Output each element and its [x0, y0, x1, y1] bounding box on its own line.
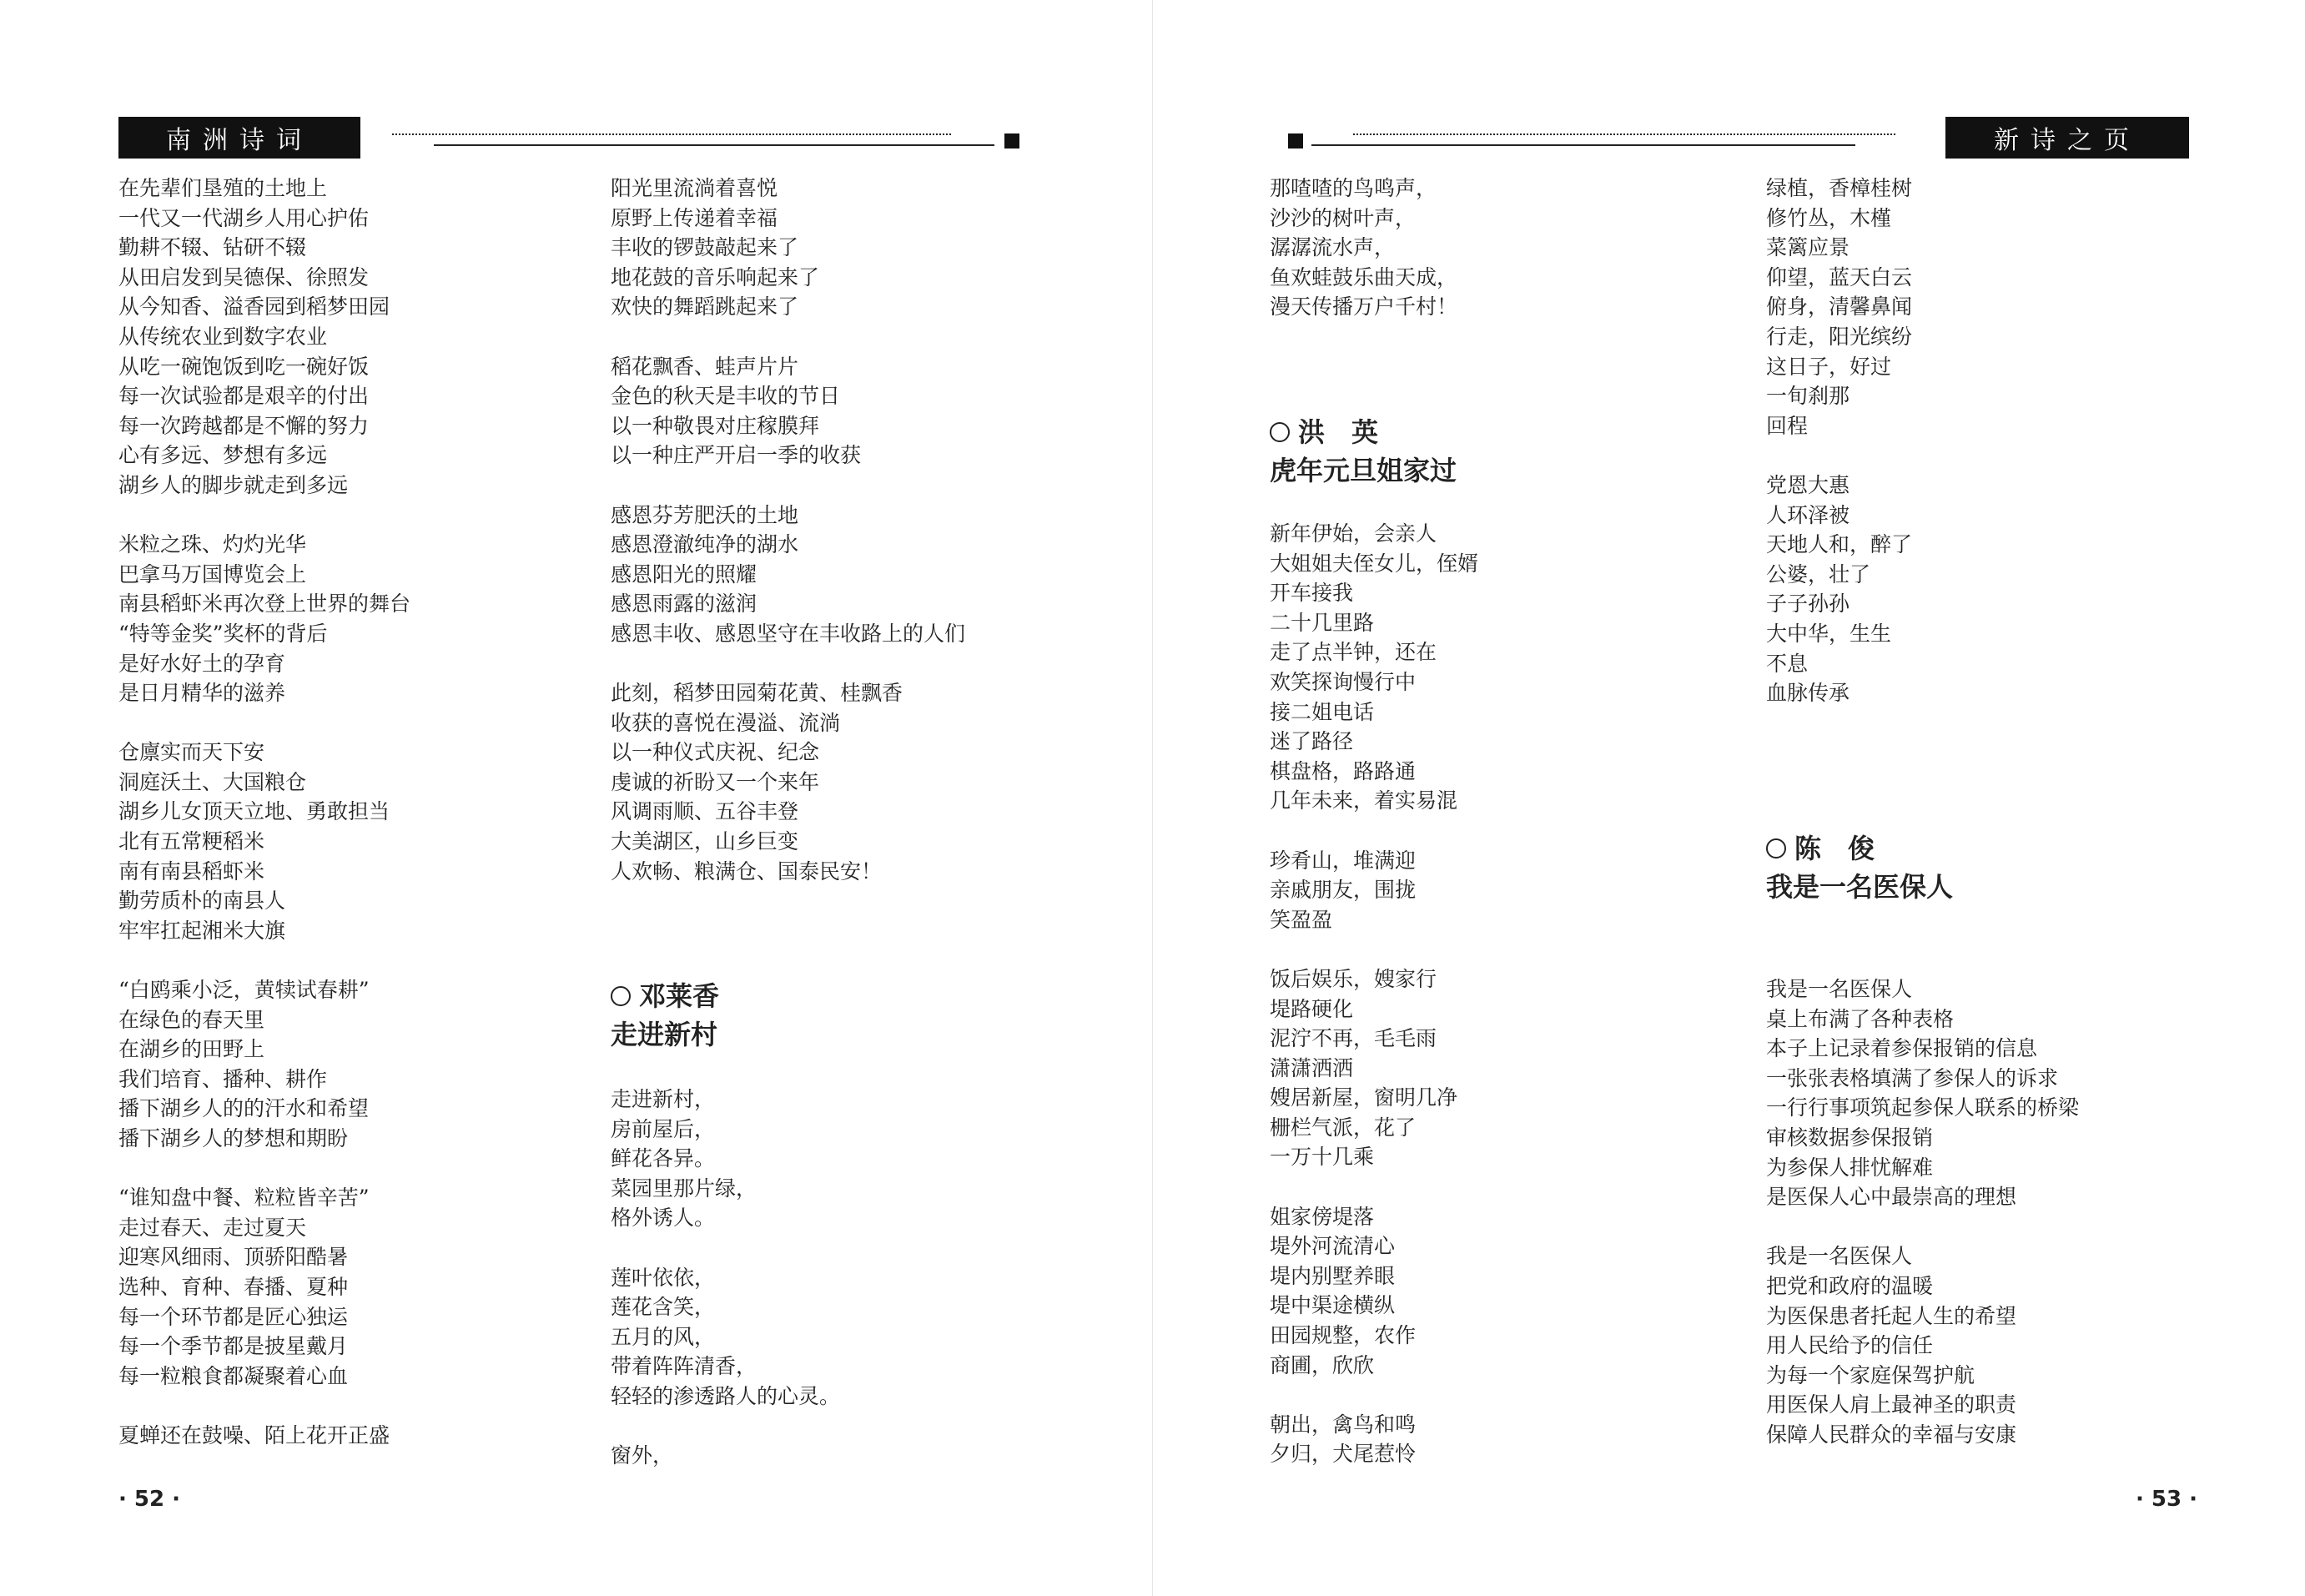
stanza-gap: [611, 322, 965, 352]
poem-line: 为每一个家庭保驾护航: [1766, 1362, 1975, 1387]
poem-line: 潇潇洒洒: [1270, 1055, 1354, 1080]
poem-line: 莲叶依依，: [611, 1265, 716, 1290]
poem-line: 感恩阳光的照耀: [611, 561, 757, 587]
poem-line: 血脉传承: [1766, 681, 1850, 706]
poem-line: 为参保人排忧解难: [1766, 1155, 1934, 1180]
poem-line: 大美湖区，山乡巨变: [611, 829, 799, 854]
poem-line: 丰收的锣鼓敲起来了: [611, 235, 799, 260]
poem-line: 天地人和，醉了: [1766, 532, 1913, 557]
poet-name: 洪 英: [1270, 413, 1457, 451]
poem-title: 虎年元旦姐家过: [1270, 455, 1457, 486]
poem-line: 金色的秋天是丰收的节日: [611, 384, 841, 409]
poem-line: 勤耕不辍、钻研不辍: [118, 235, 307, 260]
poem-line: 用人民给予的信任: [1766, 1333, 1934, 1358]
poem-line: 不息: [1766, 651, 1809, 676]
poem-line: 迎寒风细雨、顶骄阳酷暑: [118, 1245, 349, 1270]
poem-line: 巴拿马万国博览会上: [118, 561, 307, 587]
poem-line: 我是一名医保人: [1766, 1244, 1913, 1269]
poem-line: 沙沙的树叶声，: [1270, 205, 1417, 230]
poem-line: 饭后娱乐，嫂家行: [1270, 966, 1437, 991]
poem-line: “特等金奖”奖杯的背后: [118, 621, 328, 646]
poem-line: 一行行事项筑起参保人联系的桥梁: [1766, 1095, 2080, 1120]
poem-line: 走进新村，: [611, 1087, 716, 1111]
poem-line: 此刻，稻梦田园菊花黄、桂飘香: [611, 681, 903, 706]
poem-line: 姐家傍堤落: [1270, 1204, 1375, 1229]
poem-line: 大中华，生生: [1766, 621, 1892, 646]
poem-line: 南有南县稻虾米: [118, 858, 265, 884]
poem-line: 欢快的舞蹈跳起来了: [611, 295, 799, 320]
poem-line: 公婆，壮了: [1766, 561, 1871, 587]
poem-line: 夏蝉还在鼓噪、陌上花开正盛: [118, 1422, 390, 1447]
section-title-tab: 新诗之页: [1945, 117, 2189, 159]
poem-line: 湖乡儿女顶天立地、勇敢担当: [118, 799, 390, 824]
poem-line: 风调雨顺、五谷丰登: [611, 799, 799, 824]
poem-line: 勤劳质朴的南县人: [118, 889, 286, 914]
stanza-gap: [611, 1233, 840, 1263]
poem-line: 带着阵阵清香，: [611, 1354, 757, 1379]
poem-line: 我是一名医保人: [1766, 977, 1913, 1001]
poem-line: 仓廪实而天下安: [118, 740, 265, 765]
poem-line: 朝出，禽鸟和鸣: [1270, 1412, 1417, 1437]
page-number: · 52 ·: [118, 1487, 181, 1512]
poem-line: 保障人民群众的幸福与安康: [1766, 1422, 2017, 1447]
poet-name: 邓莱香: [611, 977, 719, 1015]
section-title-tab: 南洲诗词: [118, 117, 360, 159]
poem-line: 菜园里那片绿，: [611, 1176, 757, 1201]
poem-line: 棋盘格，路路通: [1270, 758, 1417, 783]
poem-line: 堤内别墅养眼: [1270, 1263, 1396, 1288]
poem-line: 湖乡人的脚步就走到多远: [118, 472, 349, 497]
poem-line: 牢牢扛起湘米大旗: [118, 918, 286, 943]
poem-line: 从今知香、溢香园到稻梦田园: [118, 295, 390, 320]
poem-line: 感恩丰收、感恩坚守在丰收路上的人们: [611, 621, 966, 646]
poem-line: 开车接我: [1270, 581, 1354, 606]
stanza-gap: [1270, 934, 1478, 964]
stanza-gap: [1270, 1380, 1478, 1410]
poem-line: 走了点半钟，还在: [1270, 640, 1437, 665]
poem-line: 二十几里路: [1270, 610, 1375, 635]
stanza-gap: [118, 708, 410, 738]
poem-line: 我们培育、播种、耕作: [118, 1066, 328, 1091]
poem-line: 播下湖乡人的梦想和期盼: [118, 1126, 349, 1150]
poem-line: 用医保人肩上最神圣的职责: [1766, 1392, 2017, 1417]
poem-column-right-1: [1270, 174, 1457, 322]
poem-line: 房前屋后，: [611, 1116, 716, 1141]
poem-line: 桌上布满了各种表格: [1766, 1006, 1955, 1031]
poem-line: 党恩大惠: [1766, 472, 1850, 497]
poem-line: 播下湖乡人的的汗水和希望: [118, 1096, 370, 1121]
stanza-gap: [118, 945, 410, 975]
poem-line: 在先辈们垦殖的土地上: [118, 176, 328, 200]
poem-line: 是好水好土的孕育: [118, 651, 286, 676]
poem-line: 感恩芬芳肥沃的土地: [611, 502, 799, 527]
poem-line: “谁知盘中餐、粒粒皆辛苦”: [118, 1186, 370, 1211]
poem-line: 仰望，蓝天白云: [1766, 264, 1913, 289]
poem-line: 从吃一碗饱饭到吃一碗好饭: [118, 354, 370, 379]
poem-line: 是日月精华的滋养: [118, 681, 286, 706]
poem-heading: [611, 977, 719, 1054]
poem-line: 鲜花各异。: [611, 1146, 716, 1171]
poem-line: 堤路硬化: [1270, 996, 1354, 1021]
rule-end-square: [1004, 133, 1019, 149]
poem-line: 把党和政府的温暖: [1766, 1273, 1934, 1298]
poem-line: 每一粒粮食都凝聚着心血: [118, 1363, 349, 1388]
poem-line: 人欢畅、粮满仓、国泰民安！: [611, 858, 883, 884]
poem-line: 每一个季节都是披星戴月: [118, 1334, 349, 1359]
poem-line: 人环泽被: [1766, 502, 1850, 527]
poem-body: [1270, 519, 1478, 1469]
poem-heading: [1766, 829, 1953, 906]
poem-heading: [1270, 413, 1457, 490]
poem-line: 以一种庄严开启一季的收获: [611, 443, 862, 468]
poem-line: 选种、育种、春播、夏种: [118, 1274, 349, 1299]
poem-line: 轻轻的渗透路人的心灵。: [611, 1383, 841, 1408]
poem-line: 莲花含笑，: [611, 1295, 716, 1320]
circle-bullet-icon: [611, 986, 631, 1006]
stanza-gap: [118, 1391, 410, 1421]
poem-column-right-2: [1766, 174, 1912, 708]
poem-line: 行走，阳光缤纷: [1766, 324, 1913, 349]
poem-line: 在绿色的春天里: [118, 1007, 265, 1032]
poem-line: 窗外，: [611, 1443, 674, 1468]
left-page: [0, 0, 1152, 1596]
stanza-gap: [611, 471, 965, 501]
circle-bullet-icon: [1270, 422, 1290, 442]
poem-line: 每一次试验都是艰辛的付出: [118, 384, 370, 409]
poem-line: 走过春天、走过夏天: [118, 1215, 307, 1240]
stanza-gap: [118, 1154, 410, 1184]
poem-line: 一代又一代湖乡人用心护佑: [118, 205, 370, 230]
poem-line: 从传统农业到数字农业: [118, 324, 328, 349]
poem-line: 堤中渠途横纵: [1270, 1293, 1396, 1318]
poem-line: 收获的喜悦在漫溢、流淌: [611, 710, 841, 735]
poem-line: 这日子，好过: [1766, 354, 1892, 379]
poem-line: 以一种敬畏对庄稼膜拜: [611, 413, 820, 438]
poem-line: 南县稻虾米再次登上世界的舞台: [118, 592, 411, 617]
poem-line: 每一次跨越都是不懈的努力: [118, 413, 370, 438]
poem-body: [611, 1085, 840, 1471]
poem-line: 在湖乡的田野上: [118, 1037, 265, 1062]
poem-line: 迷了路径: [1270, 729, 1354, 754]
stanza-gap: [1270, 1172, 1478, 1202]
poem-column-left-1: [118, 174, 410, 1451]
poem-line: 大姐姐夫侄女儿，侄婿: [1270, 551, 1479, 576]
poem-line: 那喳喳的鸟鸣声，: [1270, 176, 1437, 200]
stanza-gap: [118, 501, 410, 531]
poem-line: 一旬刹那: [1766, 384, 1850, 409]
poem-line: 地花鼓的音乐响起来了: [611, 264, 820, 289]
poem-line: 亲戚朋友，围拢: [1270, 878, 1417, 903]
rule-start-square: [1288, 133, 1303, 149]
poem-line: 泥泞不再，毛毛雨: [1270, 1026, 1437, 1051]
poem-line: 夕归，犬尾惹怜: [1270, 1442, 1417, 1467]
poem-column-left-2: [611, 174, 965, 886]
poem-line: 阳光里流淌着喜悦: [611, 176, 778, 200]
poem-line: 鱼欢蛙鼓乐曲天成，: [1270, 264, 1458, 289]
poem-line: 原野上传递着幸福: [611, 205, 778, 230]
poem-line: 本子上记录着参保报销的信息: [1766, 1036, 2038, 1061]
poem-body: [1766, 974, 2079, 1450]
poem-line: 潺潺流水声，: [1270, 235, 1396, 260]
poem-line: 北有五常粳稻米: [118, 829, 265, 854]
poem-line: 每一个环节都是匠心独运: [118, 1304, 349, 1329]
poem-line: 感恩雨露的滋润: [611, 592, 757, 617]
poem-line: 子子孙孙: [1766, 592, 1850, 617]
poem-line: 回程: [1766, 413, 1809, 438]
poem-line: 堤外河流清心: [1270, 1234, 1396, 1259]
poem-title: 走进新村: [611, 1019, 718, 1050]
poem-line: 接二姐电话: [1270, 699, 1375, 724]
poem-line: 珍肴山，堆满迎: [1270, 848, 1417, 873]
poem-line: 稻花飘香、蛙声片片: [611, 354, 799, 379]
poem-line: 格外诱人。: [611, 1206, 716, 1231]
poem-line: 田园规整，农作: [1270, 1323, 1417, 1348]
poem-line: 俯身，清馨鼻闻: [1766, 295, 1913, 320]
poem-line: 米粒之珠、灼灼光华: [118, 532, 307, 557]
poem-line: 绿植，香樟桂树: [1766, 176, 1913, 200]
poem-line: 新年伊始，会亲人: [1270, 521, 1437, 546]
poem-line: 一张张表格填满了参保人的诉求: [1766, 1065, 2059, 1090]
stanza-gap: [1766, 1212, 2079, 1242]
poem-line: 洞庭沃土、大国粮仓: [118, 769, 307, 794]
poem-line: 欢笑探询慢行中: [1270, 669, 1417, 694]
stanza-gap: [1766, 441, 1912, 471]
poem-line: 从田启发到吴德保、徐照发: [118, 264, 370, 289]
poem-line: 审核数据参保报销: [1766, 1125, 1934, 1150]
page-number: · 53 ·: [2136, 1487, 2198, 1512]
circle-bullet-icon: [1766, 838, 1786, 858]
poem-line: 菜篱应景: [1766, 235, 1850, 260]
poem-line: 栅栏气派，花了: [1270, 1115, 1417, 1140]
stanza-gap: [611, 649, 965, 679]
poem-line: 一万十几乘: [1270, 1145, 1375, 1170]
poem-line: “白鸥乘小泛，黄犊试春耕”: [118, 978, 370, 1003]
right-page: [1153, 0, 2305, 1596]
poem-line: 心有多远、梦想有多远: [118, 443, 328, 468]
poem-line: 漫天传播万户千村！: [1270, 295, 1458, 320]
poem-line: 虔诚的祈盼又一个来年: [611, 769, 820, 794]
poem-line: 几年未来，着实易混: [1270, 788, 1458, 813]
stanza-gap: [1270, 816, 1478, 846]
poem-line: 以一种仪式庆祝、纪念: [611, 740, 820, 765]
poet-name: 陈 俊: [1766, 829, 1953, 868]
poem-line: 修竹丛，木槿: [1766, 205, 1892, 230]
poem-line: 商圃，欣欣: [1270, 1352, 1375, 1377]
poem-title: 我是一名医保人: [1766, 871, 1954, 903]
poem-line: 笑盈盈: [1270, 907, 1333, 932]
poem-line: 是医保人心中最崇高的理想: [1766, 1185, 2017, 1210]
poem-line: 为医保患者托起人生的希望: [1766, 1303, 2017, 1328]
poem-line: 五月的风，: [611, 1324, 716, 1349]
poem-line: 嫂居新屋，窗明几净: [1270, 1085, 1458, 1110]
poem-line: 感恩澄澈纯净的湖水: [611, 532, 799, 557]
stanza-gap: [611, 1412, 840, 1442]
